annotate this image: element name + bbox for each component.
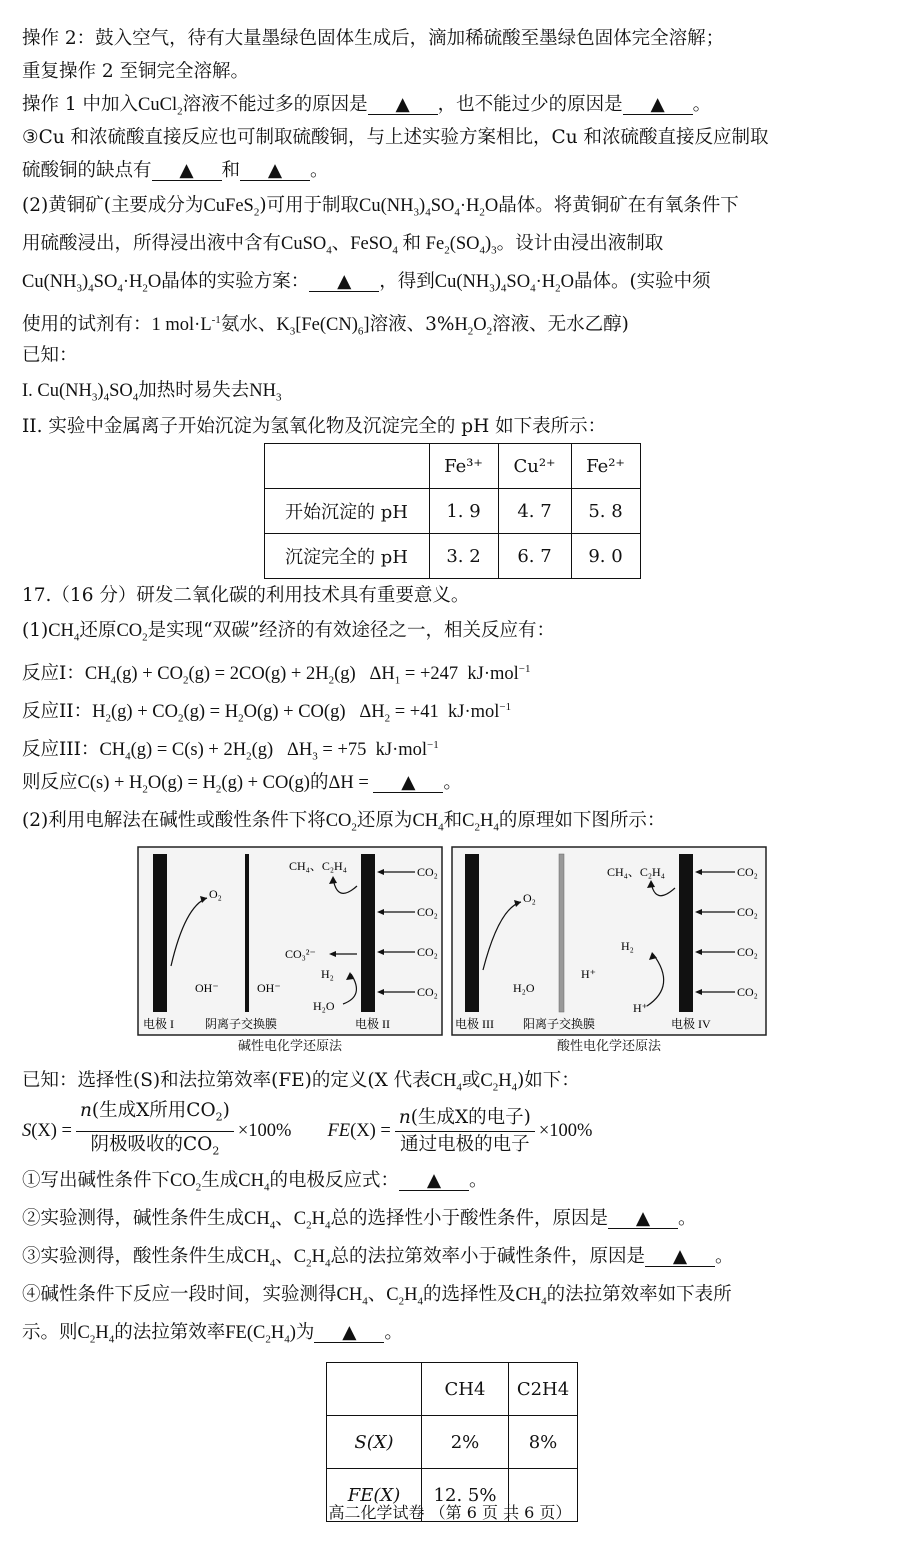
faraday-table: [326, 1362, 578, 1522]
answer-blank[interactable]: ▲: [399, 1172, 469, 1191]
water-label: H₂O: [513, 981, 535, 995]
table-cell: 12. 5%: [422, 1469, 509, 1522]
ph-table: [264, 443, 641, 579]
hydrogen-label: H₂: [321, 967, 334, 981]
electrolysis-figures: [22, 846, 882, 1058]
answer-blank[interactable]: ▲: [368, 96, 438, 115]
co2-label: CO₂: [737, 905, 758, 919]
reaction-2: 反应II：$H_2(g) + CO_2(g) = H_2O(g) + CO(g) \Delta H_2 = +41$ kJ·mol$^{-1}$: [22, 701, 512, 725]
part-2-line1: (2)黄铜矿(主要成分为CuFeS$_2$)可用于制取$Cu(NH_3)_4SO_4\cdot H_2O$晶体。将黄铜矿在有氧条件下: [22, 195, 739, 219]
selectivity-fraction: $\frac{n(生成X所用CO_2)}{阴极吸收的CO_2}$: [76, 1098, 234, 1164]
table-cell: 1. 9: [429, 489, 498, 534]
part-2-line3: $Cu(NH_3)_4SO_4\cdot H_2O$晶体的实验方案： ▲ ，得到$Cu(NH_3)_4SO_4\cdot H_2O$晶体。(实验中须: [22, 271, 711, 295]
co2-label: CO₂: [737, 865, 758, 879]
hydroxide-label: OH⁻: [195, 981, 219, 995]
table-cell: Fe²⁺: [571, 444, 640, 489]
alkaline-cell-diagram: [137, 846, 443, 1036]
water-label: H₂O: [313, 999, 335, 1013]
operation-2-text: 操作 2：鼓入空气，待有大量墨绿色固体生成后，滴加稀硫酸至墨绿色固体完全溶解；: [22, 28, 725, 49]
carbonate-label: CO₃²⁻: [285, 947, 316, 961]
question-3-line2: 硫酸铜的缺点有 ▲ 和 ▲ 。: [22, 160, 329, 181]
table-cell: FE(X): [327, 1469, 422, 1522]
table-cell: Cu²⁺: [498, 444, 571, 489]
answer-blank[interactable]: ▲: [645, 1248, 715, 1267]
table-cell: 9. 0: [571, 534, 640, 579]
question-17-2: (2)利用电解法在碱性或酸性条件下将$CO_2$还原为$CH_4$和$C_2H_4$的原理如下图所示：: [22, 810, 666, 834]
table-cell: Fe³⁺: [429, 444, 498, 489]
answer-blank[interactable]: ▲: [373, 774, 443, 793]
acidic-figure: [451, 846, 767, 1058]
hydroxide-label: OH⁻: [257, 981, 281, 995]
electrode-label: 电极 I: [143, 1017, 174, 1031]
proton-label: H⁺: [581, 967, 596, 981]
subquestion-2: ②实验测得，碱性条件生成$CH_4$、$C_2H_4$总的选择性小于酸性条件，原因是 ▲ 。: [22, 1208, 697, 1232]
table-cell: 8%: [509, 1416, 578, 1469]
table-cell: CH4: [422, 1363, 509, 1416]
reaction-target: 则反应$C(s) + H_2O(g) = H_2(g) + CO(g)$的ΔH = ▲ 。: [22, 772, 462, 796]
table-row: [264, 489, 640, 534]
table-header-row: [327, 1363, 578, 1416]
table-cell: 沉淀完全的 pH: [264, 534, 429, 579]
figure-caption: 碱性电化学还原法: [237, 1039, 342, 1054]
subquestion-1: ①写出碱性条件下$CO_2$生成$CH_4$的电极反应式： ▲ 。: [22, 1170, 488, 1194]
answer-blank[interactable]: ▲: [608, 1210, 678, 1229]
co2-label: CO₂: [737, 985, 758, 999]
products-label: CH₄、C₂H₄: [289, 859, 347, 873]
part-2-line2: 用硫酸浸出，所得浸出液中含有CuSO$_4$、FeSO$_4$ 和 $Fe_2(SO_4)_3$。设计由浸出液制取: [22, 233, 664, 257]
membrane-label: 阴离子交换膜: [205, 1017, 278, 1031]
co2-label: CO₂: [417, 865, 438, 879]
co2-label: CO₂: [417, 905, 438, 919]
question-17-title: 17.（16 分）研发二氧化碳的利用技术具有重要意义。: [22, 585, 470, 606]
faraday-fraction: $\frac{\text{n(生成X的电子)}}{\text{通过电极的电子}}$: [395, 1105, 535, 1158]
answer-blank[interactable]: ▲: [309, 273, 379, 292]
question-cucl2: 操作 1 中加入CuCl$_2$溶液不能过多的原因是 ▲ ，也不能过少的原因是 ▲ 。: [22, 94, 712, 118]
electrode-label: 电极 II: [355, 1017, 390, 1031]
alkaline-figure: [137, 846, 443, 1058]
answer-blank[interactable]: ▲: [152, 162, 222, 181]
answer-blank[interactable]: ▲: [623, 96, 693, 115]
known-definitions: 已知：选择性(S)和法拉第效率(FE)的定义(X 代表$CH_4$或$C_2H_4$)如下：: [22, 1070, 580, 1094]
repeat-text: 重复操作 2 至铜完全溶解。: [22, 61, 250, 82]
electrode-label: 电极 III: [455, 1017, 494, 1031]
selectivity-formula: S(X) =: [22, 1120, 72, 1141]
formula-definitions: S(X) = $\frac{n(生成X所用CO_2)}{阴极吸收的CO_2}$ ×100% FE(X) = $\frac{\text{n(生成X的电子)}}{\text{通过电极的电子}}$ ×100%: [22, 1100, 882, 1162]
table-cell: 5. 8: [571, 489, 640, 534]
faraday-formula: FE(X) =: [327, 1120, 391, 1141]
co2-label: CO₂: [417, 945, 438, 959]
table-cell: 开始沉淀的 pH: [264, 489, 429, 534]
co2-label: CO₂: [417, 985, 438, 999]
table-cell: 6. 7: [498, 534, 571, 579]
products-label: CH₄、C₂H₄: [607, 865, 665, 879]
electrode-label: 电极 IV: [671, 1017, 711, 1031]
figure-caption: 酸性电化学还原法: [556, 1039, 661, 1054]
answer-blank[interactable]: ▲: [240, 162, 310, 181]
answer-blank[interactable]: ▲: [314, 1324, 384, 1343]
reaction-3: 反应III：$CH_4(g) = C(s) + 2H_2(g) \Delta H_3 = +75$ kJ·mol$^{-1}$: [22, 739, 439, 763]
question-17-1: $(1)CH_4$还原$CO_2$是实现“双碳”经济的有效途径之一，相关反应有：: [22, 620, 556, 644]
known-1: I. $Cu(NH_3)_4SO_4$加热时易失去$NH_3$: [22, 380, 282, 404]
part-2-line4: 使用的试剂有：1 $mol\cdot L^{-1}$氨水、$K_3[Fe(CN)_6]$溶液、$3\%H_2O_2$溶液、无水乙醇): [22, 314, 629, 338]
subquestion-4-line1: ④碱性条件下反应一段时间，实验测得$CH_4$、$C_2H_4$的选择性及$CH_4$的法拉第效率如下表所: [22, 1284, 732, 1308]
table-row: [327, 1416, 578, 1469]
table-header-row: [264, 444, 640, 489]
hydrogen-label: H₂: [621, 939, 634, 953]
table-cell: 3. 2: [429, 534, 498, 579]
question-3-line1: ③Cu 和浓硫酸直接反应也可制取硫酸铜，与上述实验方案相比，Cu 和浓硫酸直接反应制取: [22, 127, 769, 148]
table-cell: S(X): [327, 1416, 422, 1469]
table-cell: 4. 7: [498, 489, 571, 534]
reaction-1: 反应I：$CH_4(g) + CO_2(g) = 2CO(g) + 2H_2(g) \Delta H_1 = +247$ kJ·mol$^{-1}$: [22, 663, 531, 687]
membrane-label: 阳离子交换膜: [523, 1017, 596, 1031]
subquestion-4-line2: 示。则$C_2H_4$的法拉第效率$FE(C_2H_4)$为 ▲ 。: [22, 1322, 403, 1346]
proton-label: H⁺: [633, 1001, 648, 1015]
table-cell: [327, 1363, 422, 1416]
table-cell: C2H4: [509, 1363, 578, 1416]
known-label: 已知：: [22, 345, 78, 366]
oxygen-label: O₂: [523, 891, 536, 905]
table-row: [264, 534, 640, 579]
table-cell: [264, 444, 429, 489]
acidic-cell-diagram: [451, 846, 767, 1036]
known-2: II. 实验中金属离子开始沉淀为氢氧化物及沉淀完全的 pH 如下表所示：: [22, 416, 607, 437]
page-footer: 高二化学试卷 （第 6 页 共 6 页）: [328, 1503, 572, 1522]
table-cell: 2%: [422, 1416, 509, 1469]
subquestion-3: ③实验测得，酸性条件生成$CH_4$、$C_2H_4$总的法拉第效率小于碱性条件，原因是 ▲ 。: [22, 1246, 734, 1270]
oxygen-label: O₂: [209, 887, 222, 901]
exam-page: [22, 22, 882, 1522]
co2-label: CO₂: [737, 945, 758, 959]
